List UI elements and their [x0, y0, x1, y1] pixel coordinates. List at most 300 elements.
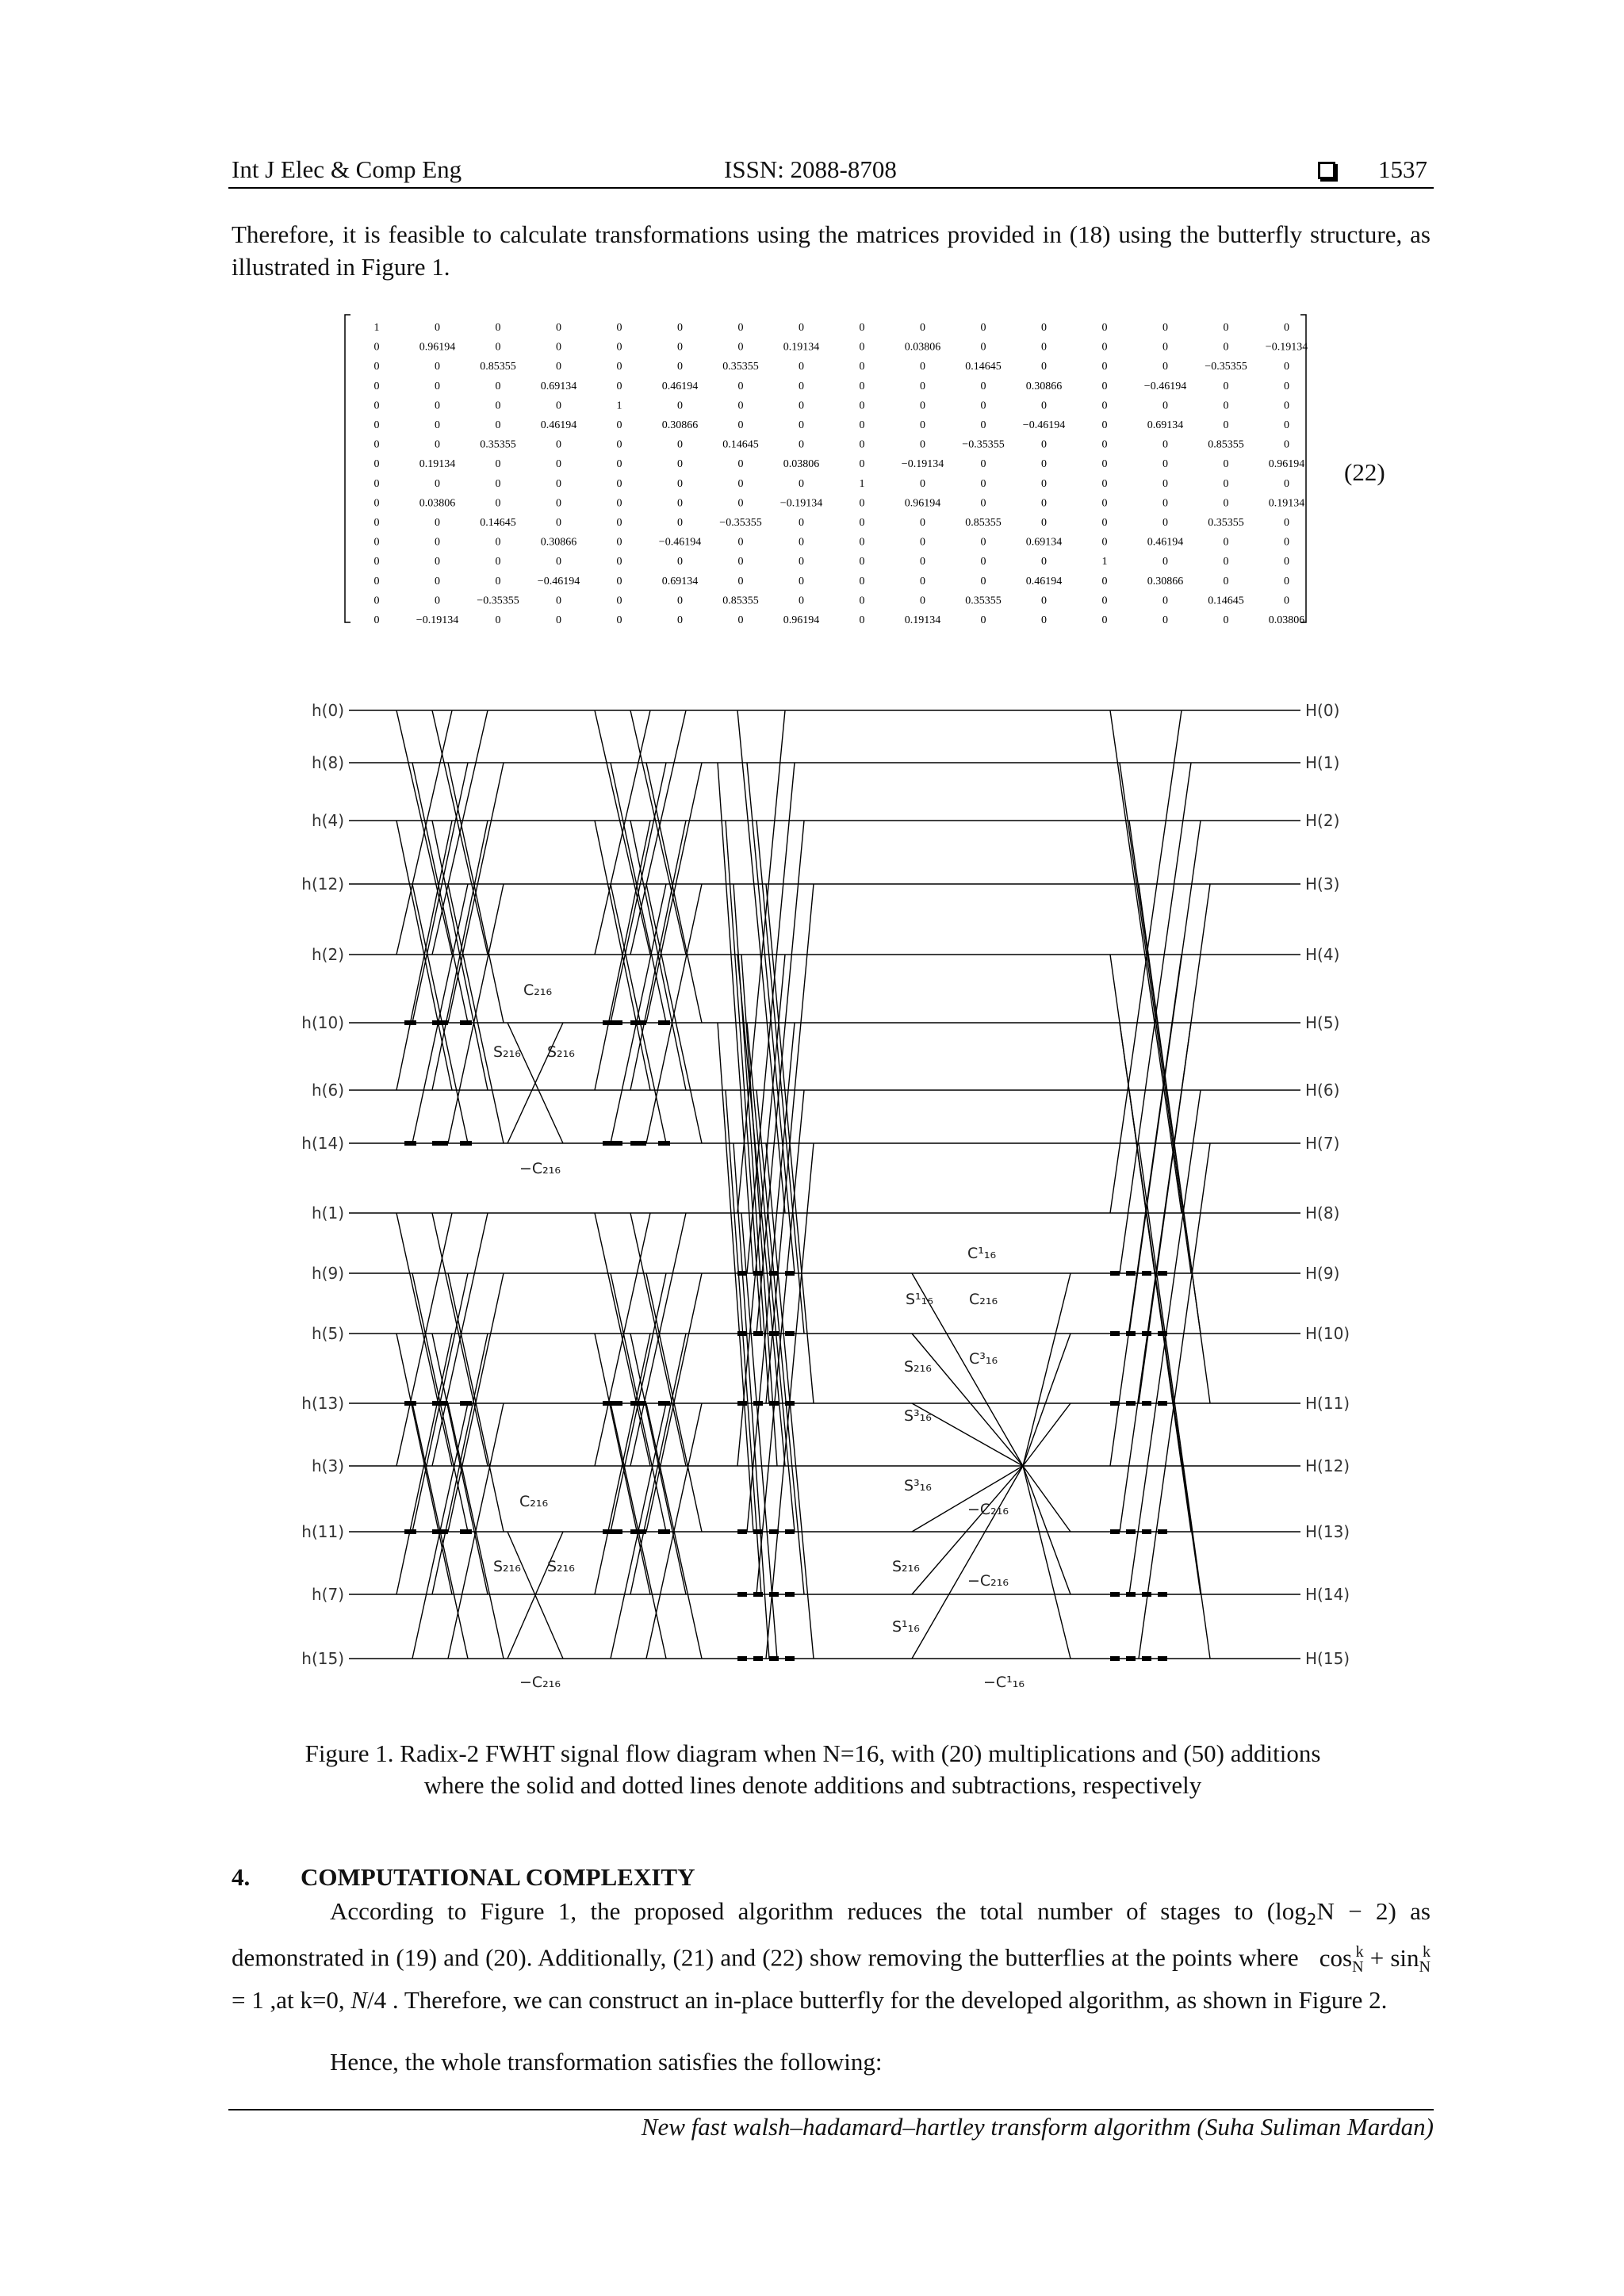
matrix-cell: 0.30866 — [1147, 575, 1184, 587]
matrix-cell: 0 — [980, 322, 986, 334]
matrix-cell: 0.69134 — [540, 380, 577, 392]
rotation-line — [1023, 1403, 1071, 1466]
matrix-cell: 0 — [435, 400, 440, 412]
matrix-cell: 0 — [737, 477, 744, 490]
matrix-cell: 0 — [495, 400, 501, 412]
matrix-cell: 0 — [616, 438, 622, 451]
label-s16-3: S³₁₆ — [904, 1407, 932, 1425]
body-p1-part-b: N − 2) as demonstrated in (19) and (20). Additionally, (21) and (22) show removing the butterflies at the points where — [232, 1897, 1431, 1972]
intro-paragraph: Therefore, it is feasible to calculate transformations using the matrices provided in (18) using the butterfly structure, as illustrated in Figure 1. — [232, 220, 1431, 281]
matrix-cell: 0 — [556, 322, 561, 334]
footer-citation: New fast walsh–hadamard–hartley transform algorithm (Suha Suliman Mardan) — [641, 2113, 1434, 2141]
matrix-cell: 0 — [859, 380, 865, 392]
matrix-cell: 0 — [799, 361, 804, 373]
matrix-cell: 0 — [1223, 575, 1229, 587]
matrix-cell: 0.03806 — [1268, 614, 1305, 626]
matrix-cell: 0 — [677, 595, 683, 607]
matrix-cell: 0 — [495, 556, 501, 568]
matrix-cell: 0 — [1101, 575, 1108, 587]
matrix-cell: 0 — [1223, 556, 1229, 568]
matrix-cell: 0 — [1284, 400, 1289, 412]
matrix-cell: −0.35355 — [962, 438, 1005, 451]
matrix-cell: 0 — [980, 477, 986, 490]
matrix-cell: 0 — [435, 361, 440, 373]
matrix-cell: 1 — [373, 322, 380, 334]
matrix-cell: −0.46194 — [658, 536, 702, 549]
matrix-cell: 0 — [1223, 536, 1229, 549]
label-s16-2: S₂₁₆ — [493, 1558, 521, 1575]
matrix-cell: 0 — [920, 419, 925, 431]
matrix-cell: 0 — [677, 556, 683, 568]
matrix-cell: 0 — [1162, 361, 1168, 373]
matrix-cell: 0 — [1284, 517, 1289, 529]
output-label: H(5) — [1305, 1013, 1340, 1032]
input-label: h(2) — [311, 945, 344, 964]
matrix-cell: 0 — [859, 517, 865, 529]
matrix-cell: 0 — [737, 614, 744, 626]
matrix-cell: 0 — [556, 595, 561, 607]
matrix-cell: 0 — [556, 556, 561, 568]
matrix-cell: 0 — [980, 400, 986, 412]
matrix-cell: 0 — [616, 595, 622, 607]
matrix-cell: 0 — [677, 438, 683, 451]
matrix-cell: 0 — [920, 477, 925, 490]
output-label: H(6) — [1305, 1081, 1340, 1100]
matrix-cell: 0 — [616, 380, 622, 392]
running-head-issn: ISSN: 2088-8708 — [724, 155, 897, 183]
matrix-cell: 0 — [1162, 477, 1168, 490]
running-head-journal: Int J Elec & Comp Eng — [232, 155, 462, 183]
matrix-cell: 0 — [859, 419, 865, 431]
footer-rule — [228, 2109, 1434, 2110]
matrix-cell: 0 — [799, 517, 804, 529]
flow-line — [726, 821, 761, 1334]
matrix-cell: 0 — [616, 517, 622, 529]
matrix-cell: 0 — [1284, 322, 1289, 334]
matrix-cell: 0.19134 — [419, 458, 456, 471]
label-s16-2: S₂₁₆ — [547, 1558, 575, 1575]
matrix-cell: 0 — [1101, 517, 1108, 529]
matrix-cell: 0 — [1101, 497, 1108, 510]
label-c16-2: C₂₁₆ — [969, 1291, 998, 1308]
matrix-cell: 0 — [859, 458, 865, 471]
matrix-cell: 0 — [1223, 419, 1229, 431]
matrix-cell: 0.19134 — [904, 614, 941, 626]
matrix-cell: 0.96194 — [904, 497, 941, 510]
matrix-cell: 0 — [616, 322, 622, 334]
matrix-cell: 0 — [737, 341, 744, 354]
matrix-cell: 0 — [495, 477, 501, 490]
input-label: h(1) — [311, 1203, 344, 1223]
matrix-cell: 0 — [1284, 477, 1289, 490]
matrix-cell: 0.30866 — [540, 536, 577, 549]
matrix-cell: 0 — [1284, 536, 1289, 549]
output-label: H(14) — [1305, 1585, 1350, 1604]
matrix-cell: 0 — [616, 536, 622, 549]
figure-caption-line-2: where the solid and dotted lines denote additions and subtractions, respectively — [423, 1771, 1202, 1799]
input-label: h(4) — [311, 811, 344, 830]
rotation-line — [1023, 1334, 1071, 1466]
matrix-cell: 0 — [373, 536, 380, 549]
label-s16-2: S₂₁₆ — [892, 1558, 920, 1575]
matrix-cell: 0 — [495, 419, 501, 431]
output-label: H(4) — [1305, 945, 1340, 964]
section-number: 4. — [232, 1863, 251, 1891]
matrix-cell: 0 — [920, 438, 925, 451]
matrix-cell: 0 — [435, 380, 440, 392]
matrix-cell: 0.85355 — [1208, 438, 1244, 451]
matrix-cell: 0.14645 — [480, 517, 516, 529]
matrix-cell: 0 — [1101, 341, 1108, 354]
matrix-cell: 0 — [920, 536, 925, 549]
label-s16-2: S₂₁₆ — [493, 1043, 521, 1061]
output-label: H(2) — [1305, 811, 1340, 830]
matrix-cell: 0 — [1101, 361, 1108, 373]
matrix-cell: 0 — [1041, 438, 1047, 451]
equation-number: (22) — [1344, 458, 1385, 486]
matrix-cell: 0 — [737, 536, 744, 549]
matrix-cell: 0 — [616, 477, 622, 490]
matrix-cell: 0.96194 — [783, 614, 820, 626]
matrix-cell: 0.96194 — [419, 341, 456, 354]
matrix-cell: 0 — [556, 400, 561, 412]
matrix-cell: 0.35355 — [480, 438, 516, 451]
matrix-cell: 0 — [435, 517, 440, 529]
matrix-cell: 0 — [980, 419, 986, 431]
label-neg-c16-2: −C₂₁₆ — [967, 1572, 1009, 1590]
matrix-cell: 0 — [373, 556, 380, 568]
matrix-cell: −0.19134 — [901, 458, 944, 471]
matrix-cell: 0 — [737, 458, 744, 471]
matrix-cell: 0 — [556, 458, 561, 471]
matrix-cell: 0 — [1041, 477, 1047, 490]
output-label: H(3) — [1305, 874, 1340, 894]
matrix-cell: 0 — [980, 341, 986, 354]
matrix-cell: 0 — [435, 575, 440, 587]
matrix-cell: 0 — [920, 575, 925, 587]
input-label: h(14) — [301, 1134, 344, 1153]
matrix-cell: 0.30866 — [1025, 380, 1063, 392]
matrix-cell: 0 — [1284, 438, 1289, 451]
rotation-line — [1023, 1466, 1071, 1594]
label-s16-1: S¹₁₆ — [906, 1291, 933, 1308]
output-label: H(10) — [1305, 1324, 1350, 1343]
matrix-cell: 0.35355 — [965, 595, 1002, 607]
matrix-cell: 0 — [435, 556, 440, 568]
input-label: h(12) — [301, 874, 344, 894]
matrix-cell: 0 — [1223, 458, 1229, 471]
matrix-cell: −0.46194 — [1022, 419, 1066, 431]
matrix-cell: 0.03806 — [904, 341, 941, 354]
output-label: H(7) — [1305, 1134, 1340, 1153]
matrix-cell: 0 — [616, 458, 622, 471]
label-s16-2: S₂₁₆ — [547, 1043, 575, 1061]
matrix-cell: 0.14645 — [965, 361, 1002, 373]
matrix-cell: 0.35355 — [722, 361, 759, 373]
matrix-cell: 0 — [920, 322, 925, 334]
input-label: h(7) — [311, 1585, 344, 1604]
cos-sin-formula: $\cos_N^k + \sin_N^k = 1$ ,at k=0, N/4 — [232, 1943, 1431, 2014]
matrix-cell: 0 — [1223, 400, 1229, 412]
body-paragraph-2: Hence, the whole transformation satisfies the following: — [330, 2048, 883, 2076]
section-heading — [232, 1863, 695, 1892]
matrix-cell: 0 — [799, 438, 804, 451]
matrix-cell: 0 — [435, 322, 440, 334]
matrix-cell: 0 — [556, 477, 561, 490]
input-label: h(9) — [311, 1264, 344, 1283]
matrix-cell: −0.46194 — [1143, 380, 1187, 392]
matrix-cell: 1 — [1101, 556, 1108, 568]
label-c16-3: C³₁₆ — [969, 1350, 998, 1368]
matrix-cell: 0.14645 — [1208, 595, 1244, 607]
label-s16-2: S₂₁₆ — [904, 1358, 932, 1376]
matrix-cell: 0 — [1041, 497, 1047, 510]
matrix-cell: 0 — [1223, 497, 1229, 510]
matrix-cell: 0 — [373, 575, 380, 587]
input-label: h(15) — [301, 1649, 344, 1668]
matrix-cell: 0.85355 — [722, 595, 759, 607]
matrix-cell: 0 — [1101, 380, 1108, 392]
label-s16-3: S³₁₆ — [904, 1477, 932, 1494]
matrix-cell: 0 — [677, 341, 683, 354]
matrix-cell: 0 — [980, 458, 986, 471]
matrix-cell: −0.46194 — [537, 575, 580, 587]
matrix-cell: 0 — [859, 595, 865, 607]
matrix-cell: 0 — [737, 400, 744, 412]
header-rule — [228, 187, 1434, 189]
body-paragraph-1: According to Figure 1, the proposed algorithm reduces the total number of stages to $(\log_2N - 2)$ as demonstrated in (19) and (20). Additionally, (21) and (22) show removing the butterflies at the points where $\cos_N^k + \sin_N^k = 1$ ,at k=0, N/4 . Therefore, we can construct an in-place butterfly for the developed algorithm, as shown in Figure 2. — [232, 1897, 1431, 2014]
matrix-cell: 0 — [556, 341, 561, 354]
matrix-cell: 0 — [799, 419, 804, 431]
matrix-cell: 0 — [616, 614, 622, 626]
matrix-cell: 0 — [859, 341, 865, 354]
matrix-cell: 0 — [495, 614, 501, 626]
input-label: h(5) — [311, 1324, 344, 1343]
matrix-cell: 0 — [799, 556, 804, 568]
input-label: h(0) — [311, 701, 344, 720]
matrix-cell: 1 — [859, 477, 865, 490]
matrix-cell: 0 — [556, 497, 561, 510]
matrix-cell: 0 — [435, 438, 440, 451]
matrix-cell: 0 — [435, 536, 440, 549]
matrix-cell: 0 — [1041, 322, 1047, 334]
matrix-cell: 0 — [799, 595, 804, 607]
matrix-cell: 0 — [373, 361, 380, 373]
matrix-cell: −0.35355 — [1205, 361, 1247, 373]
rotation-line — [912, 1466, 1023, 1532]
matrix-cell: 0 — [1223, 322, 1229, 334]
matrix-cell: 0 — [859, 438, 865, 451]
matrix-cell: 0.46194 — [661, 380, 699, 392]
matrix-cell: 0 — [1101, 536, 1108, 549]
matrix-cell: 0 — [616, 497, 622, 510]
matrix-cell: 0 — [859, 614, 865, 626]
body-p1-part-c: . Therefore, we can construct an in-place butterfly for the developed algorithm, as shown in Figure 2. — [392, 1985, 1388, 2014]
output-label: H(15) — [1305, 1649, 1350, 1668]
matrix-cell: 0 — [435, 595, 440, 607]
butterfly-signal-flow-diagram — [301, 690, 1356, 1705]
matrix-cell: 0 — [616, 361, 622, 373]
matrix-cell: 0 — [1284, 575, 1289, 587]
matrix-cell: 0 — [616, 575, 622, 587]
label-neg-c16-2: −C₂₁₆ — [519, 1160, 561, 1177]
label-c16-1: C¹₁₆ — [967, 1245, 997, 1262]
matrix-cell: 0 — [1223, 380, 1229, 392]
matrix-cell: 0 — [737, 322, 744, 334]
matrix-cell: 0 — [799, 400, 804, 412]
input-label: h(8) — [311, 753, 344, 772]
matrix-cell: 0 — [737, 497, 744, 510]
matrix-cell: 0 — [799, 575, 804, 587]
matrix-cell: 0 — [920, 380, 925, 392]
matrix-cell: 0 — [1162, 497, 1168, 510]
matrix-cell: −0.19134 — [1265, 341, 1308, 354]
matrix-cell: 0.69134 — [1025, 536, 1063, 549]
matrix-cell: 0 — [373, 595, 380, 607]
matrix-cell: 0 — [799, 380, 804, 392]
matrix-cell: 0 — [1041, 614, 1047, 626]
matrix-cell: 0 — [980, 380, 986, 392]
matrix-cell: 0 — [373, 517, 380, 529]
matrix-cell: 0.19134 — [1268, 497, 1305, 510]
matrix-cell: 0 — [677, 614, 683, 626]
matrix-cell: 0 — [677, 458, 683, 471]
matrix-cell: 0.35355 — [1208, 517, 1244, 529]
matrix-cell: 0.69134 — [661, 575, 699, 587]
rotation-line — [1023, 1466, 1071, 1659]
matrix-cell: 0 — [495, 536, 501, 549]
matrix-cell: 0 — [616, 556, 622, 568]
matrix-cell: 0.46194 — [1147, 536, 1184, 549]
matrix-cell: 0 — [1041, 458, 1047, 471]
matrix-cell: 0.46194 — [1025, 575, 1063, 587]
matrix-cell: 0 — [1101, 400, 1108, 412]
matrix-cell: 0 — [859, 575, 865, 587]
matrix-cell: 0 — [980, 575, 986, 587]
figure-caption-line-1: Figure 1. Radix-2 FWHT signal flow diagram when N=16, with (20) multiplications and (50) additions — [304, 1739, 1321, 1767]
matrix-cell: 0 — [1041, 400, 1047, 412]
matrix-cell: 0 — [556, 438, 561, 451]
flow-line — [718, 763, 753, 1273]
input-label: h(3) — [311, 1456, 344, 1475]
matrix-cell: 0 — [980, 497, 986, 510]
matrix-cell: 0 — [677, 477, 683, 490]
output-label: H(12) — [1305, 1456, 1350, 1475]
matrix-cell: 0 — [920, 556, 925, 568]
matrix-cell: 0 — [920, 361, 925, 373]
output-label: H(13) — [1305, 1522, 1350, 1541]
matrix-cell: 0 — [435, 419, 440, 431]
matrix-cell: 0 — [1101, 419, 1108, 431]
matrix-cell: 0 — [1162, 322, 1168, 334]
matrix-cell: 0 — [980, 536, 986, 549]
matrix-cell: 0 — [799, 477, 804, 490]
matrix-cell: 0 — [1223, 341, 1229, 354]
section-title: COMPUTATIONAL COMPLEXITY — [301, 1863, 695, 1891]
matrix-cell: 0 — [373, 400, 380, 412]
output-label: H(0) — [1305, 701, 1340, 720]
matrix-cell: 0 — [859, 361, 865, 373]
matrix-cell: 0.19134 — [783, 341, 820, 354]
matrix-cell: 0 — [1101, 458, 1108, 471]
label-s16-1: S¹₁₆ — [892, 1618, 920, 1636]
matrix-cell: 0 — [556, 361, 561, 373]
matrix-cell: 0 — [1162, 614, 1168, 626]
matrix-cell: 0 — [1223, 477, 1229, 490]
matrix-cell: 0 — [1101, 438, 1108, 451]
matrix-cell: 0.46194 — [540, 419, 577, 431]
body-p1-part-a: According to Figure 1, the proposed algorithm reduces the total number of stages to (log — [330, 1897, 1307, 1925]
output-label: H(9) — [1305, 1264, 1340, 1283]
output-label: H(11) — [1305, 1394, 1350, 1413]
matrix-cell: 0 — [799, 536, 804, 549]
matrix-cell: 0 — [495, 322, 501, 334]
matrix-cell: 0.03806 — [419, 497, 456, 510]
matrix-cell: −0.19134 — [779, 497, 823, 510]
matrix-cell: 0 — [1284, 419, 1289, 431]
rotation-line — [1023, 1466, 1071, 1532]
matrix-cell: 0 — [1101, 614, 1108, 626]
matrix-cell: 0.96194 — [1268, 458, 1305, 471]
matrix-cell: 0 — [1162, 517, 1168, 529]
matrix-cell: 0 — [1284, 556, 1289, 568]
matrix-cell: 0 — [1162, 438, 1168, 451]
matrix-cell: 0 — [373, 614, 380, 626]
matrix-cell: 0 — [859, 322, 865, 334]
matrix-cell: 0 — [1101, 322, 1108, 334]
matrix-cell: 0 — [373, 419, 380, 431]
matrix-cell: 0 — [373, 380, 380, 392]
matrix-cell: 0 — [677, 517, 683, 529]
matrix-cell: 0 — [737, 575, 744, 587]
matrix-cell: 0 — [373, 458, 380, 471]
matrix-cell: 0 — [799, 322, 804, 334]
matrix-cell: 0 — [859, 536, 865, 549]
matrix-cell: 0 — [1162, 458, 1168, 471]
matrix-cell: 0.69134 — [1147, 419, 1184, 431]
matrix-cell: 0 — [495, 575, 501, 587]
page-number: 1537 — [1378, 155, 1427, 183]
matrix-cell: 0 — [495, 341, 501, 354]
matrix-cell: 0 — [1162, 595, 1168, 607]
matrix-cell: 0 — [859, 400, 865, 412]
matrix-cell: 0 — [1284, 361, 1289, 373]
matrix-cell: 0 — [859, 556, 865, 568]
matrix-cell: 0 — [1041, 361, 1047, 373]
matrix-cell: 0 — [980, 556, 986, 568]
matrix-cell: 0 — [1041, 517, 1047, 529]
matrix-cell: 0 — [616, 341, 622, 354]
matrix-cell: 0 — [1041, 556, 1047, 568]
matrix-cell: −0.35355 — [477, 595, 519, 607]
matrix-cell: 0 — [1041, 341, 1047, 354]
label-neg-c16-1: −C¹₁₆ — [983, 1674, 1025, 1691]
label-c16-2: C₂₁₆ — [519, 1493, 549, 1510]
input-label: h(6) — [311, 1081, 344, 1100]
matrix-cell: 0 — [1284, 380, 1289, 392]
matrix-cell: 0 — [556, 614, 561, 626]
input-label: h(11) — [301, 1522, 344, 1541]
matrix-cell: 0 — [1101, 477, 1108, 490]
matrix-cell: 0 — [1162, 400, 1168, 412]
matrix-cell: 0 — [920, 595, 925, 607]
matrix-cell: 0 — [737, 419, 744, 431]
matrix-cell: 0 — [677, 361, 683, 373]
output-label: H(8) — [1305, 1203, 1340, 1223]
matrix-cell: 0 — [1162, 341, 1168, 354]
matrix-cell: 0 — [495, 497, 501, 510]
matrix-left-bracket — [345, 315, 350, 622]
